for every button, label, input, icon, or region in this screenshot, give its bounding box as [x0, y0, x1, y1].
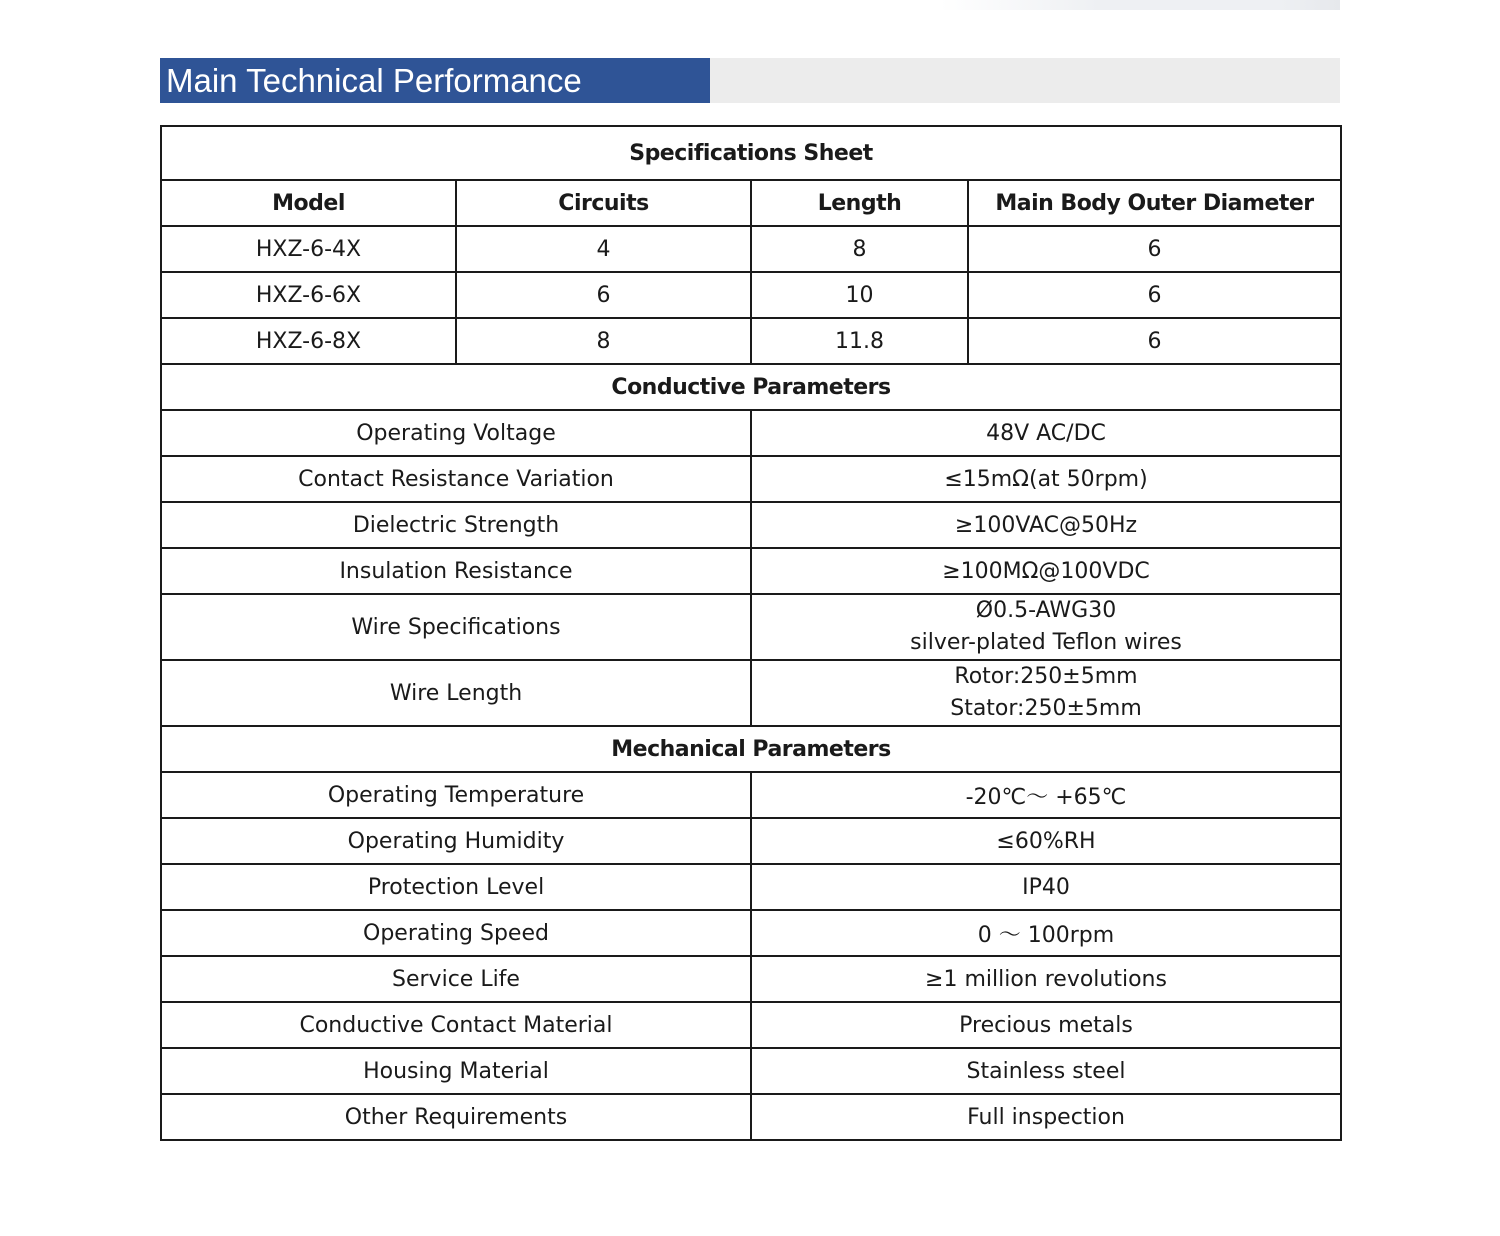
- param-row-wire-spec: [161, 594, 1341, 660]
- param-value-line: Ø0.5-AWG30: [975, 598, 1117, 623]
- diameter-cell: 6: [968, 272, 1341, 318]
- length-cell: 11.8: [751, 318, 968, 364]
- param-value: -20℃～ +65℃: [751, 772, 1341, 818]
- param-value-line: Stator:250±5mm: [950, 696, 1142, 721]
- model-cell: HXZ-6-4X: [161, 226, 456, 272]
- param-row: [161, 1002, 1341, 1048]
- specifications-table: [160, 125, 1342, 1141]
- param-value: [751, 660, 1341, 726]
- param-value: IP40: [751, 864, 1341, 910]
- circuits-cell: 4: [456, 226, 751, 272]
- param-value: Precious metals: [751, 1002, 1341, 1048]
- param-label: Operating Temperature: [161, 772, 751, 818]
- param-label: Insulation Resistance: [161, 548, 751, 594]
- param-row: [161, 910, 1341, 956]
- param-label: Contact Resistance Variation: [161, 456, 751, 502]
- param-value: ≤15mΩ(at 50rpm): [751, 456, 1341, 502]
- param-label: Housing Material: [161, 1048, 751, 1094]
- param-row: [161, 818, 1341, 864]
- param-row: [161, 1094, 1341, 1140]
- model-row: [161, 318, 1341, 364]
- param-row: [161, 456, 1341, 502]
- param-value: Stainless steel: [751, 1048, 1341, 1094]
- param-label: Conductive Contact Material: [161, 1002, 751, 1048]
- param-value: 0 ～ 100rpm: [751, 910, 1341, 956]
- diameter-cell: 6: [968, 226, 1341, 272]
- param-label: Operating Speed: [161, 910, 751, 956]
- param-value: ≥100MΩ@100VDC: [751, 548, 1341, 594]
- section-header: [160, 58, 1340, 103]
- param-value: 48V AC/DC: [751, 410, 1341, 456]
- circuits-cell: 8: [456, 318, 751, 364]
- model-cell: HXZ-6-6X: [161, 272, 456, 318]
- param-label: Wire Specifications: [161, 594, 751, 660]
- param-value: ≥1 million revolutions: [751, 956, 1341, 1002]
- length-cell: 8: [751, 226, 968, 272]
- param-value: ≤60%RH: [751, 818, 1341, 864]
- param-value-line: silver-plated Teflon wires: [910, 630, 1182, 655]
- column-header-circuits: Circuits: [456, 180, 751, 226]
- param-row: [161, 548, 1341, 594]
- model-row: [161, 272, 1341, 318]
- param-row: [161, 864, 1341, 910]
- length-cell: 10: [751, 272, 968, 318]
- param-label: Other Requirements: [161, 1094, 751, 1140]
- param-value: ≥100VAC@50Hz: [751, 502, 1341, 548]
- circuits-cell: 6: [456, 272, 751, 318]
- column-header-model: Model: [161, 180, 456, 226]
- param-label: Operating Humidity: [161, 818, 751, 864]
- column-header-diameter: Main Body Outer Diameter: [968, 180, 1341, 226]
- conductive-parameters-heading: Conductive Parameters: [161, 364, 1341, 410]
- param-row-wire-length: [161, 660, 1341, 726]
- param-row: [161, 410, 1341, 456]
- param-row: [161, 502, 1341, 548]
- model-cell: HXZ-6-8X: [161, 318, 456, 364]
- param-row: [161, 956, 1341, 1002]
- mechanical-parameters-heading: Mechanical Parameters: [161, 726, 1341, 772]
- param-label: Operating Voltage: [161, 410, 751, 456]
- param-label: Dielectric Strength: [161, 502, 751, 548]
- param-label: Protection Level: [161, 864, 751, 910]
- column-header-length: Length: [751, 180, 968, 226]
- param-label: Wire Length: [161, 660, 751, 726]
- top-decorative-bar: [940, 0, 1340, 10]
- param-value-line: Rotor:250±5mm: [954, 664, 1138, 689]
- param-label: Service Life: [161, 956, 751, 1002]
- section-title: Main Technical Performance: [166, 62, 582, 99]
- diameter-cell: 6: [968, 318, 1341, 364]
- param-row: [161, 1048, 1341, 1094]
- table-caption: Specifications Sheet: [161, 126, 1341, 180]
- param-value: [751, 594, 1341, 660]
- section-title-box: [160, 58, 710, 103]
- param-value: Full inspection: [751, 1094, 1341, 1140]
- param-row: [161, 772, 1341, 818]
- model-row: [161, 226, 1341, 272]
